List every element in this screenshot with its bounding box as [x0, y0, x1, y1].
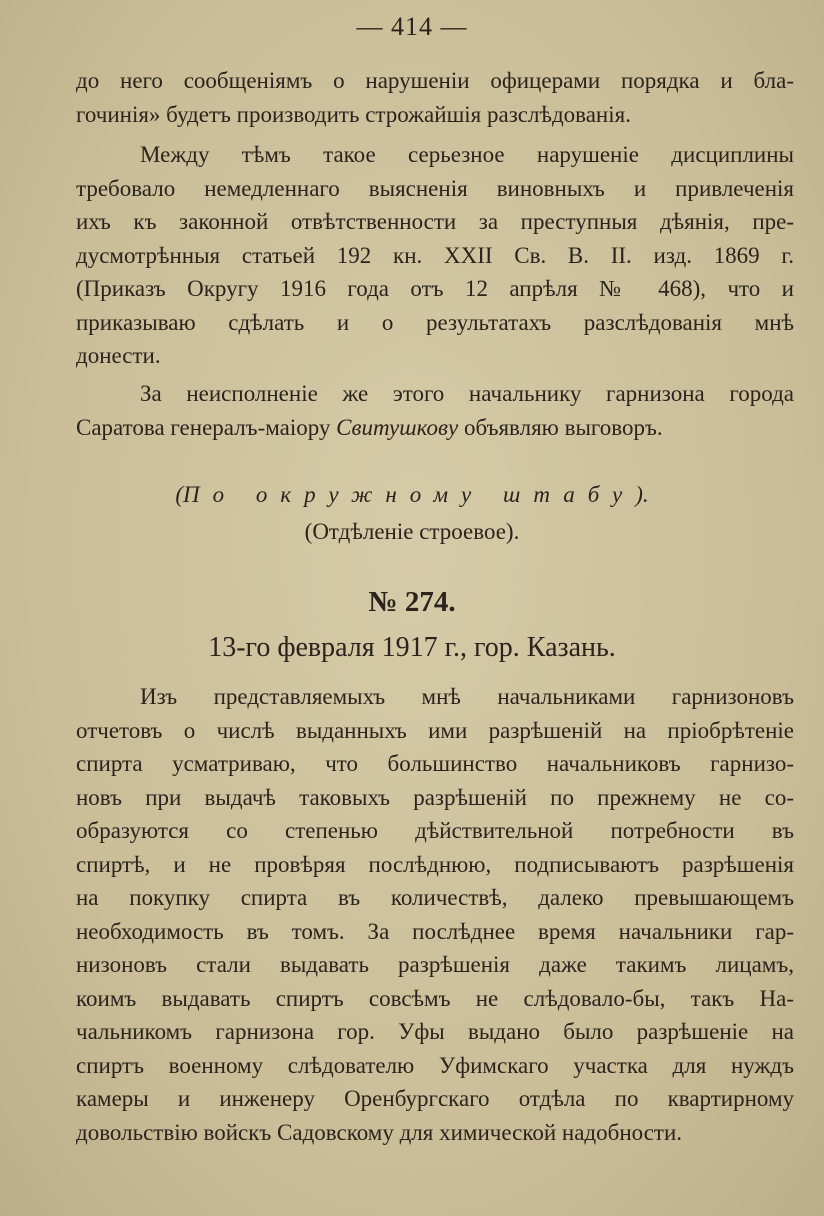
text-line	[76, 411, 794, 445]
paragraph-reprimand	[76, 377, 794, 444]
text-line: камеры и инженеру Оренбургскаго отдѣла по квартирному	[76, 1086, 794, 1111]
text-line: донести.	[76, 343, 161, 368]
text-line: дусмотрѣнныя статьей 192 кн. XXII Св. В. II. изд. 1869 г.	[76, 242, 794, 268]
paragraph-continuation	[76, 64, 794, 131]
signature-department: (Отдѣленіе строевое).	[304, 519, 520, 544]
text-line: новъ при выдачѣ таковыхъ разрѣшеній по прежнему не со-	[76, 784, 794, 810]
paragraph-spirit-permits	[76, 680, 794, 1149]
signature-block	[0, 478, 824, 548]
general-name: Свитушкову	[336, 414, 459, 440]
signature-line	[0, 478, 824, 511]
text-line: довольствію войскъ Садовскому для химической надобности.	[76, 1119, 683, 1145]
text-line: Изъ представляемыхъ мнѣ начальниками гарнизоновъ	[140, 684, 794, 709]
paragraph-discipline	[76, 138, 794, 373]
signature-paren-close: ).	[635, 482, 649, 507]
text-fragment: объявляю выговоръ.	[458, 414, 663, 440]
text-line: необходимость въ томъ. За послѣднее время начальники гар-	[76, 918, 794, 944]
text-line: спирта усматриваю, что большинство начальниковъ гарнизо-	[76, 751, 794, 776]
text-line: За неисполненіе же этого начальнику гарнизона города	[140, 381, 794, 406]
text-line: чальникомъ гарнизона гор. Уфы выдано было разрѣшеніе на	[76, 1019, 794, 1044]
signature-staff: По окружному штабу	[183, 482, 636, 507]
text-line: спиртѣ, и не провѣряя послѣднюю, подписываютъ разрѣшенія	[76, 851, 794, 877]
text-line: спиртъ военному слѣдователю Уфимскаго участка для нуждъ	[76, 1052, 794, 1078]
text-line: до него сообщеніямъ о нарушеніи офицерами порядка и бла-	[76, 68, 794, 93]
order-date: 13-го февраля 1917 г., гор. Казань.	[208, 632, 616, 663]
signature-paren-open: (	[175, 482, 183, 507]
text-line: отчетовъ о числѣ выданныхъ ими разрѣшеній на пріобрѣтеніе	[76, 717, 794, 743]
text-fragment: Саратова генералъ-маіору	[76, 414, 337, 440]
text-line: на покупку спирта въ количествѣ, далеко превышающемъ	[76, 885, 794, 910]
order-number: № 274.	[368, 586, 456, 618]
text-line: ихъ къ законной отвѣтственности за преступныя дѣянія, пре-	[76, 209, 794, 234]
text-line: Между тѣмъ такое серьезное нарушеніе дисциплины	[140, 142, 794, 167]
text-line: коимъ выдавать спиртъ совсѣмъ не слѣдовало-бы, такъ На-	[76, 985, 794, 1011]
text-line: (Приказъ Округу 1916 года отъ 12 апрѣля № 468), что и	[76, 276, 794, 301]
text-line: требовало немедленнаго выясненія виновныхъ и привлеченія	[76, 175, 794, 201]
page-number: — 414 —	[356, 12, 468, 41]
text-line: гочинія» будетъ производить строжайшія разслѣдованія.	[76, 101, 631, 127]
text-line: образуются со степенью дѣйствительной потребности въ	[76, 818, 794, 843]
text-line: низоновъ стали выдавать разрѣшенія даже такимъ лицамъ,	[76, 952, 794, 977]
text-line: приказываю сдѣлать и о результатахъ разслѣдованія мнѣ	[76, 309, 794, 335]
